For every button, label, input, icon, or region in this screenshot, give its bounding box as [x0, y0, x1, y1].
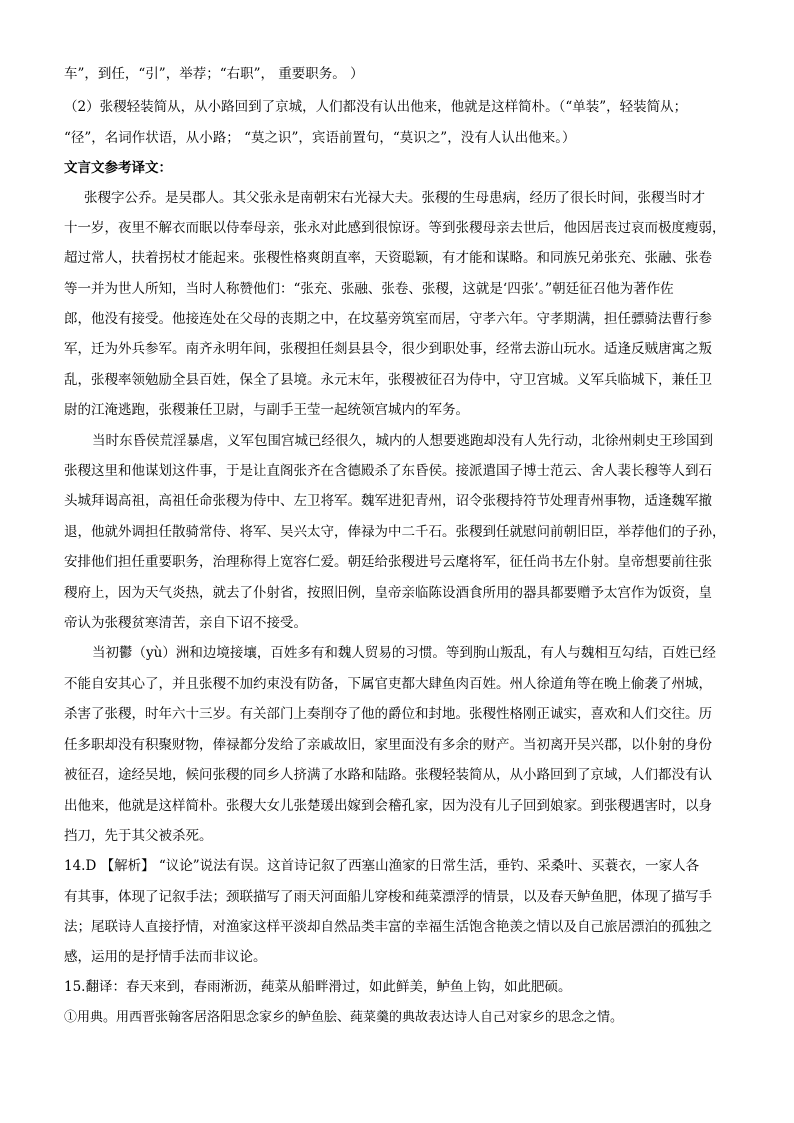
- text-line: 车”，到任，“引”，举荐；“右职”， 重要职务。 ）: [64, 66, 364, 82]
- answer-14-line: 法；尾联诗人直接抒情，对渔家这样平淡却自然品类丰富的幸福生活饱含艳羡之情以及自己旅居漂泊的孤独之: [64, 919, 712, 935]
- answer-14-line: 有其事，体现了记叙手法；颈联描写了雨天河面船儿穿梭和莼菜漂浮的情景，以及春天鲈鱼肥，体现了描写手: [64, 889, 712, 905]
- paragraph-line: 稷府上，因为天气炎热，就去了仆射省，按照旧例，皇帝亲临陈设酒食所用的器具都要赠予太宫作为饭资，皇: [64, 585, 712, 601]
- paragraph-line: 十一岁，夜里不解衣而眠以侍奉母亲，张永对此感到很惊讶。等到张稷母亲去世后，他因居丧过哀而极度瘦弱，: [64, 220, 726, 236]
- paragraph-line: 帝认为张稷贫寒清苦，亲自下诏不接受。: [64, 615, 307, 631]
- paragraph-line: 张稷字公乔。是吴郡人。其父张永是南朝宋右光禄大夫。张稷的生母患病，经历了很长时间，张稷当时才: [84, 190, 705, 206]
- paragraph-line: 郎，他没有接受。他接连处在父母的丧期之中，在坟墓旁筑室而居，守孝六年。守孝期满，担任骠骑法曹行参: [64, 311, 712, 327]
- answer-14-line: 14.D 【解析】 “议论”说法有误。这首诗记叙了西塞山渔家的日常生活，垂钓、采桑叶、买蓑衣，一家人各: [64, 858, 700, 874]
- answer-15-line: 15.翻译：春天来到，春雨淅沥，莼菜从船畔滑过，如此鲜美，鲈鱼上钩，如此肥硕。: [64, 979, 572, 995]
- paragraph-line: 等一并为世人所知，当时人称赞他们：“张充、张融、张卷、张稷，这就是‘四张’。”朝廷征召他为著作佐: [64, 281, 674, 297]
- paragraph-line: 退，他就外调担任散骑常侍、将军、吴兴太守，俸禄为中二千石。张稷到任就慰问前朝旧臣，举荐他们的子孙，: [64, 524, 726, 540]
- paragraph-line: 出他来，他就是这样简朴。张稷大女儿张楚瑗出嫁到会稽孔家，因为没有儿子回到娘家。到张稷遇害时，以身: [64, 798, 712, 814]
- section-heading: 文言文参考译文：: [64, 160, 172, 176]
- paragraph-line: 当初鬱（yù）洲和边境接壤，百姓多有和魏人贸易的习惯。等到朐山叛乱，有人与魏相互勾结，百姓已经: [92, 645, 716, 661]
- paragraph-line: 张稷这里和他谋划这件事，于是让直阁张齐在含德殿杀了东昏侯。接派遣国子博士范云、舍人裴长穆等人到石: [64, 463, 712, 479]
- text-line: （2）张稷轻装简从，从小路回到了京城，人们都没有认出他来，他就是这样简朴。（“单装”，轻装简从；: [64, 99, 688, 115]
- paragraph-line: 不能自安其心了，并且张稷不加约束没有防备，下属官吏都大肆鱼肉百姓。州人徐道角等在晚上偷袭了州城，: [64, 676, 712, 692]
- paragraph-line: 超过常人，扶着拐杖才能起来。张稷性格爽朗直率，天资聪颖，有才能和谋略。和同族兄弟张充、张融、张卷: [64, 250, 712, 266]
- paragraph-line: 被征召，途经吴地，候问张稷的同乡人挤满了水路和陆路。张稷轻装简从，从小路回到了京域，人们都没有认: [64, 767, 712, 783]
- answer-14-line: 感，运用的是抒情手法而非议论。: [64, 949, 267, 965]
- paragraph-line: 头城拜谒高祖，高祖任命张稷为侍中、左卫将军。魏军进犯青州，诏令张稷持符节处理青州事物，适逢魏军撤: [64, 493, 712, 509]
- answer-15-line: ①用典。用西晋张翰客居洛阳思念家乡的鲈鱼脍、莼菜羹的典故表达诗人自己对家乡的思念之情。: [64, 1010, 624, 1025]
- paragraph-line: 安排他们担任重要职务，治理称得上宽容仁爱。朝廷给张稷进号云麾将军，征任尚书左仆射。皇帝想要前往张: [64, 554, 712, 570]
- paragraph-line: 尉的江淹逃跑，张稷兼任卫尉，与副手王莹一起统领宫城内的军务。: [64, 402, 469, 418]
- paragraph-line: 当时东昏侯荒淫暴虐，义军包围宫城已经很久，城内的人想要逃跑却没有人先行动，北徐州刺史王珍国到: [92, 433, 713, 449]
- paragraph-line: 乱，张稷率领勉励全县百姓，保全了县境。永元末年，张稷被征召为侍中，守卫宫城。义军兵临城下，兼任卫: [64, 372, 712, 388]
- paragraph-line: 杀害了张稷，时年六十三岁。有关部门上奏削夺了他的爵位和封地。张稷性格刚正诚实，喜欢和人们交往。历: [64, 706, 712, 722]
- paragraph-line: 挡刀，先于其父被杀死。: [64, 828, 213, 844]
- text-line: “径”，名词作状语，从小路； “莫之识”，宾语前置句，“莫识之”，没有人认出他来。）: [64, 130, 576, 146]
- paragraph-line: 军，迁为外兵参军。南齐永明年间，张稷担任剡县县令，很少到职处事，经常去游山玩水。适逢反贼唐寓之叛: [64, 341, 712, 357]
- paragraph-line: 任多职却没有积聚财物，俸禄都分发给了亲戚故旧，家里面没有多余的财产。当初离开吴兴郡，以仆射的身份: [64, 737, 712, 753]
